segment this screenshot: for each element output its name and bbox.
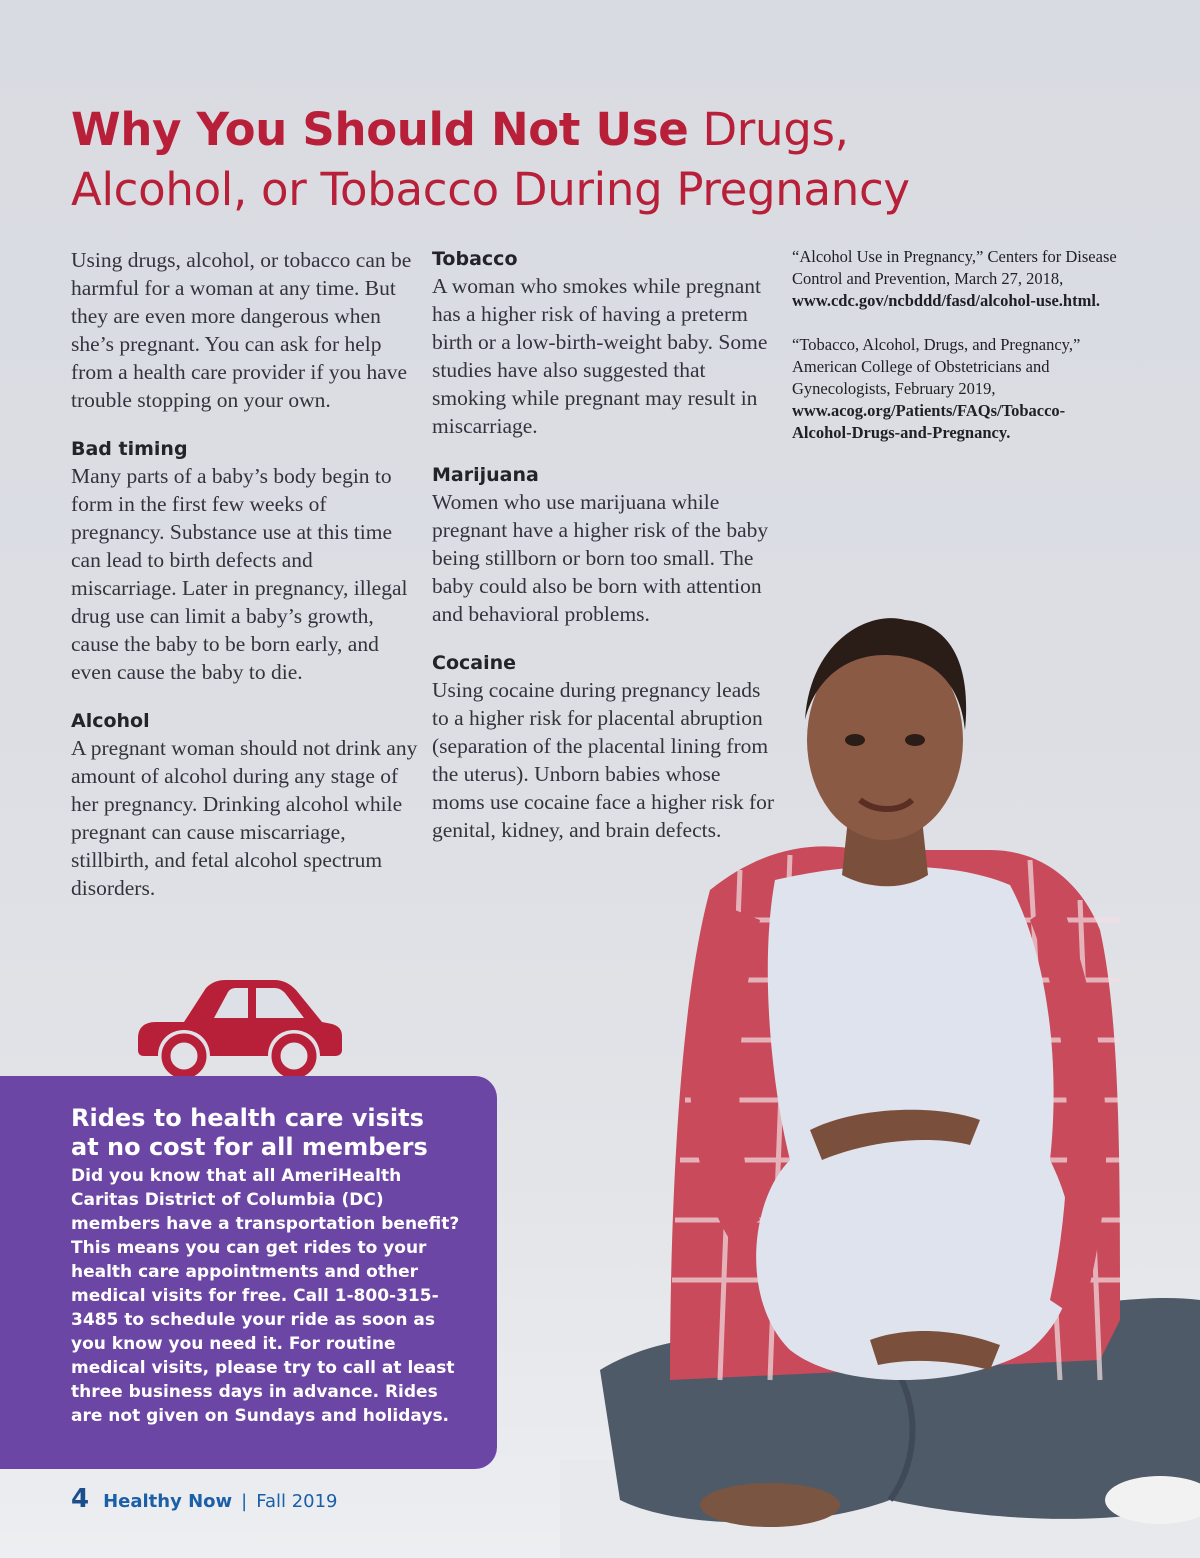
cocaine-paragraph: Using cocaine during pregnancy leads to a higher risk for placental abruption (separation of the placental lining from the uterus). Unborn babies whose moms use cocaine face a higher risk for genital, kidney, and brain defects. [432, 678, 775, 842]
page-footer [71, 1484, 338, 1514]
bad-timing-paragraph: Many parts of a baby’s body begin to form in the first few weeks of pregnancy. Substance use at this time can lead to birth defects and miscarriage. Later in pregnancy, illegal drug use can limit a baby’s growth, cause the baby to be born early, and even cause the baby to die. [71, 464, 408, 684]
page-title [71, 100, 910, 220]
publication-name: Healthy Now [103, 1491, 233, 1512]
promo-body-end: to schedule your ride as soon as you know you need it. For routine medical visits, please try to call at least three business days in advance. Rides are not given on Sundays and holidays. [71, 1310, 455, 1426]
reference-link[interactable]: www.acog.org/Patients/FAQs/Tobacco-Alcohol-Drugs-and-Pregnancy. [792, 401, 1066, 442]
reference-item [792, 246, 1122, 312]
title-bold-part: Why You Should Not Use [71, 103, 689, 156]
heading-tobacco: Tobacco [432, 248, 518, 270]
page-number: 4 [71, 1484, 90, 1514]
title-regular-part-1: Drugs, [688, 103, 849, 156]
intro-paragraph: Using drugs, alcohol, or tobacco can be harmful for a woman at any time. But they are even more dangerous when she’s pregnant. You can ask for help from a health care provider if you have trouble stopping on your own. [71, 248, 412, 412]
column-middle [432, 246, 777, 844]
references [792, 246, 1122, 466]
promo-title-line-1: Rides to health care visits [71, 1104, 424, 1132]
issue-season: Fall 2019 [256, 1491, 338, 1512]
promo-title-line-2: at no cost for all members [71, 1133, 428, 1161]
phone-number[interactable]: 1-800-315-3485 [71, 1286, 439, 1330]
marijuana-paragraph: Women who use marijuana while pregnant have a higher risk of the baby being stillborn or born too small. The baby could also be born with attention and behavioral problems. [432, 490, 769, 626]
alcohol-paragraph: A pregnant woman should not drink any amount of alcohol during any stage of her pregnancy. Drinking alcohol while pregnant can cause miscarriage, stillbirth, and fetal alcohol spectrum disorders. [71, 736, 418, 900]
car-icon [136, 980, 344, 1076]
rides-promo-box [0, 1076, 497, 1469]
heading-cocaine: Cocaine [432, 652, 517, 674]
reference-item [792, 334, 1122, 444]
heading-marijuana: Marijuana [432, 464, 539, 486]
heading-alcohol: Alcohol [71, 710, 150, 732]
reference-link[interactable]: www.cdc.gov/ncbddd/fasd/alcohol-use.html. [792, 291, 1101, 310]
reference-text: “Tobacco, Alcohol, Drugs, and Pregnancy,” American College of Obstetricians and Gynecologists, February 2019, [792, 335, 1081, 398]
tobacco-paragraph: A woman who smokes while pregnant has a higher risk of having a preterm birth or a low-birth-weight baby. Some studies have also suggested that smoking while pregnant may result in miscarriage. [432, 274, 768, 438]
promo-title [71, 1104, 467, 1162]
promo-body [71, 1164, 467, 1428]
footer-separator: | [241, 1491, 248, 1512]
promo-body-start: Did you know that all AmeriHealth Caritas District of Columbia (DC) members have a transportation benefit? This means you can get rides to your health care appointments and other medical visits for free. Call [71, 1166, 460, 1306]
heading-bad-timing: Bad timing [71, 438, 188, 460]
title-regular-part-2: Alcohol, or Tobacco During Pregnancy [71, 163, 910, 216]
reference-text: “Alcohol Use in Pregnancy,” Centers for Disease Control and Prevention, March 27, 2018, [792, 247, 1117, 288]
column-left [71, 246, 419, 902]
